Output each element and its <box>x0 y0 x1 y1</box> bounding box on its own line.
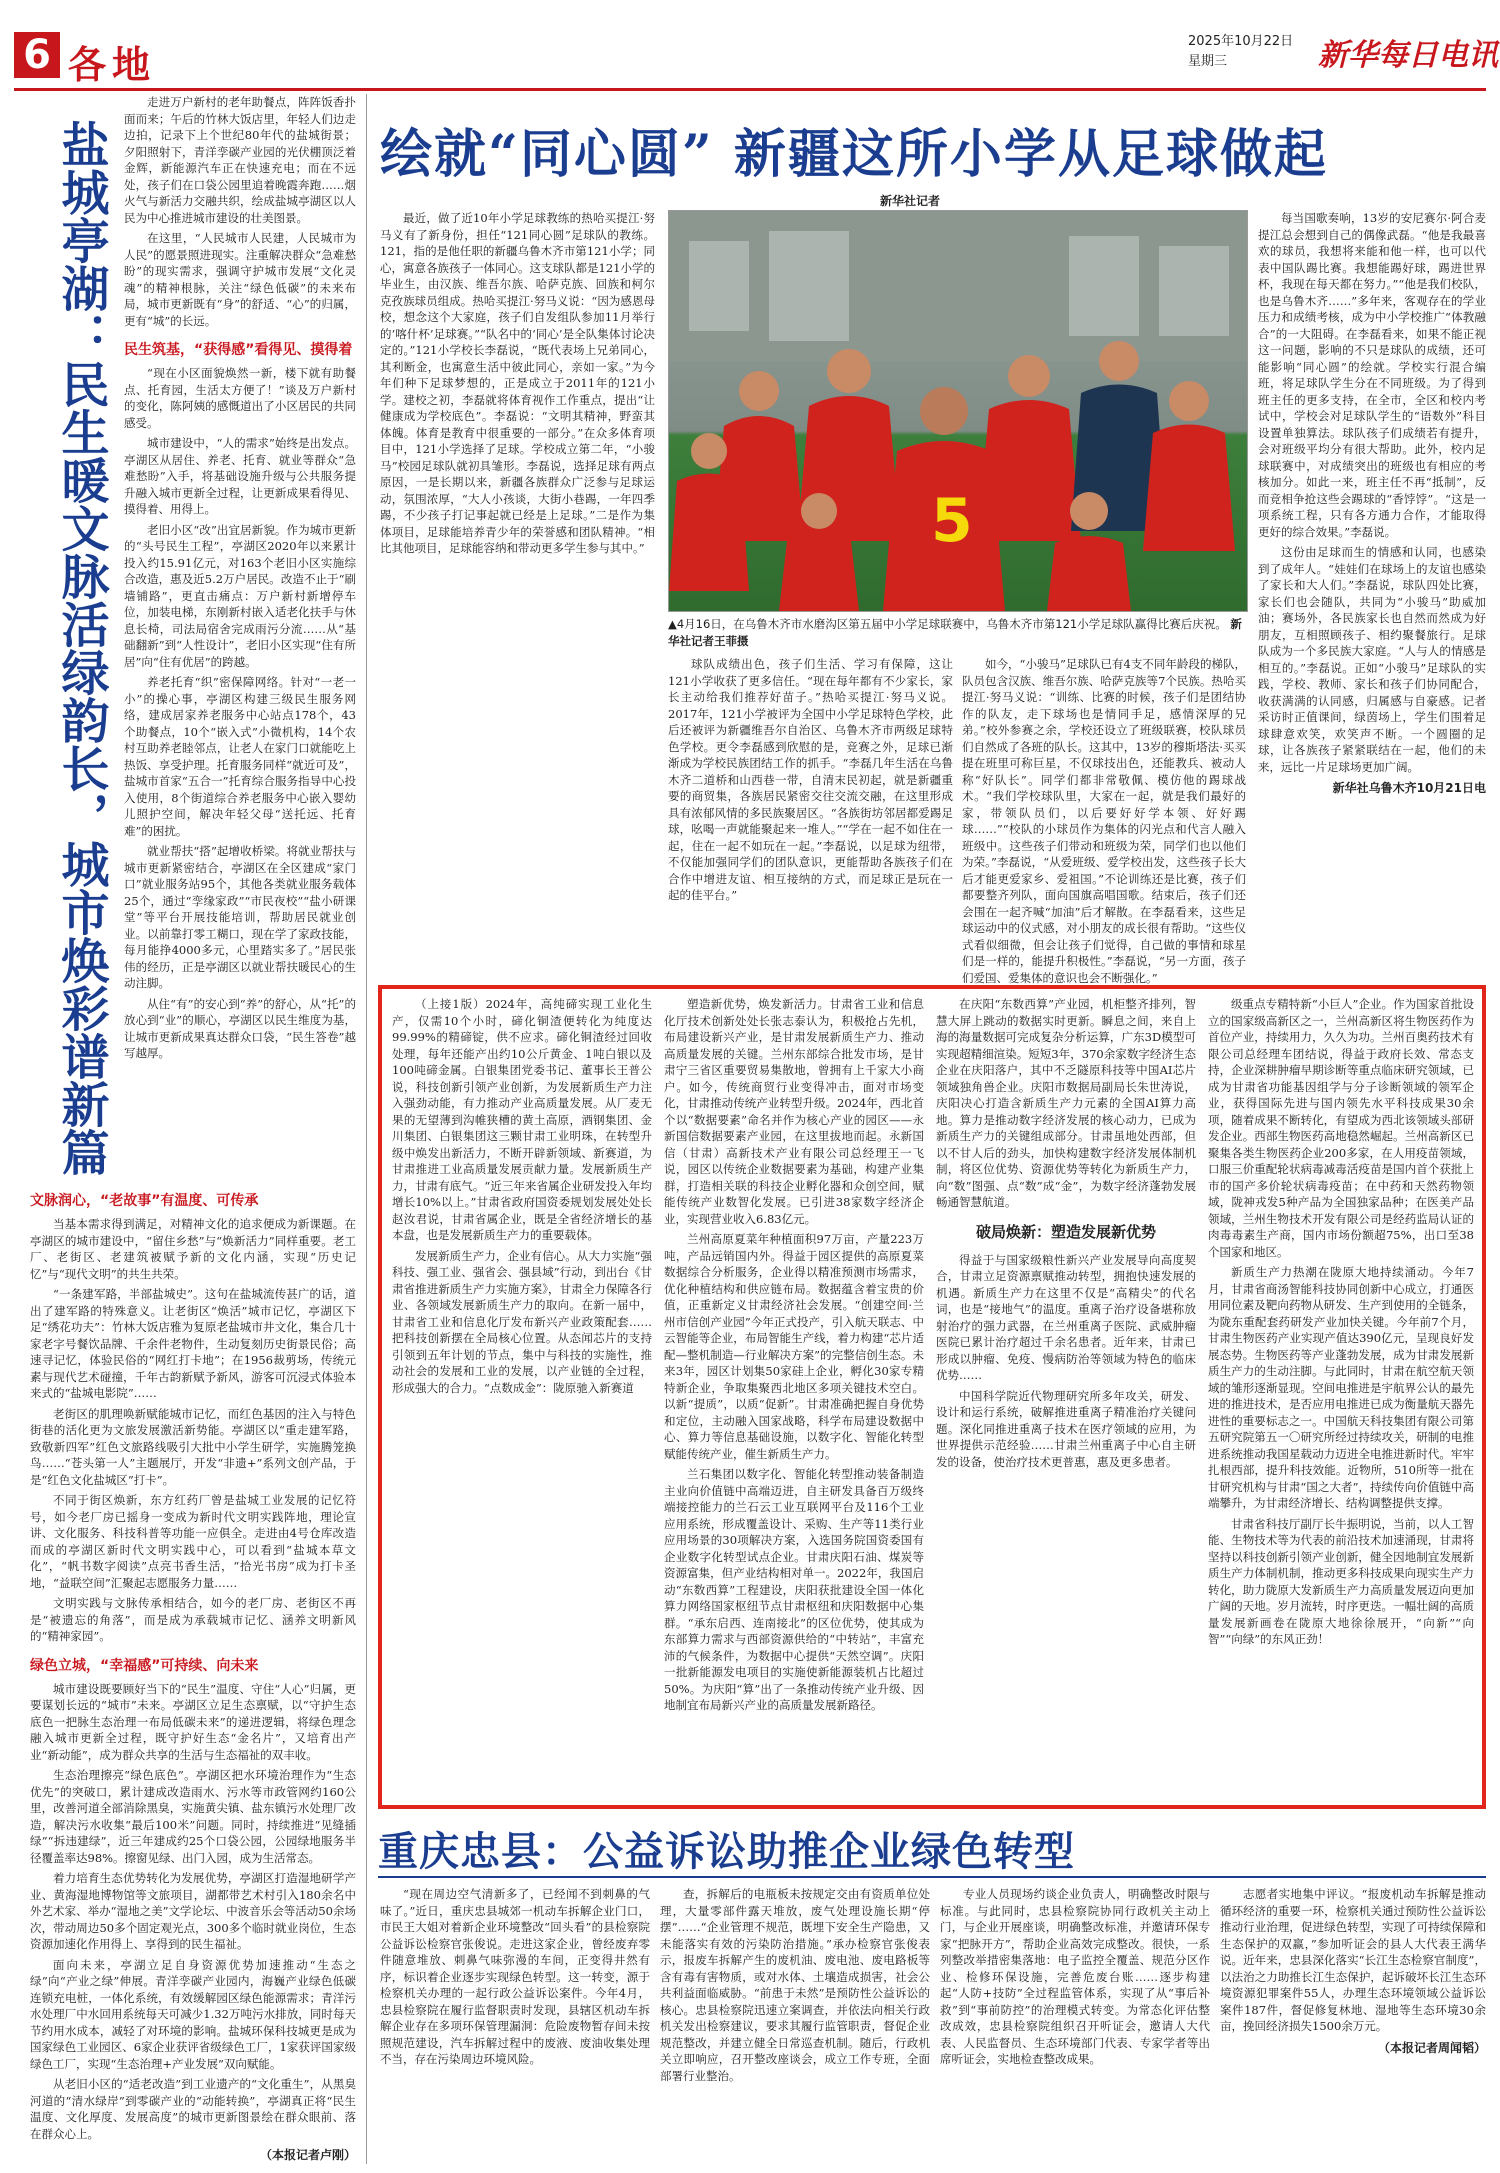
photo-credit: 新华社记者王菲摄 <box>668 617 1242 648</box>
paragraph: 志愿者实地集中评议。“报废机动车拆解是推动循环经济的重要一环，检察机关通过预防性公益诉讼推动行业治理，促进绿色转型，实现了可持续保障和生态保护的双赢，”参加听证会的县人大代表王满华说。近年来，忠县深化落实“长江生态检察官制度”，以法治之力助推长江生态保护，起诉破坏长江生态环境资源犯罪案件55人，办理生态环境领域公益诉讼案件187件，督促修复林地、湿地等生态环境30余亩，挽回经济损失1500余万元。 <box>1220 1887 1486 2033</box>
header-rule <box>14 88 1486 91</box>
paragraph: 走进万户新村的老年助餐点，阵阵饭香扑面而来；午后的竹林大饭店里，年轻人们边走边拍，记录下上个世纪80年代的盐城街景；夕阳照射下，青洋孪碳产业园的光伏棚顶泛着金辉，新能源汽车正在快速充电；而在不远处，孩子们在口袋公园里追着晚霞奔跑……烟火气与新活力交融共织，绘成盐城亭湖区以人民为中心推进城市建设的壮美图景。 <box>124 95 356 225</box>
paragraph: 球队成绩出色，孩子们生活、学习有保障，这让121小学收获了更多信任。“现在每年都有不少家长，家长主动给我们推荐好苗子。”热哈买提江·努马义说。2017年，121小学被评为全国中小学足球特色学校，此后还被评为新疆维吾尔自治区、乌鲁木齐市两级足球特色学校。更令李磊感到欣慰的是，竞赛之外，足球已渐渐成为学校民族团结工作的抓手。“李磊几年生活在乌鲁木齐二道桥和山西巷一带，自清末民初起，就是新疆重要的商贸集，各族居民紧密交往交流交融，在这里形成具有浓郁风情的多民族聚居区。“各族街坊邻居都爱踢足球，吆喝一声就能聚起来一堆人。”“学在一起不如住在一起，住在一起不如玩在一起。”李磊说，以足球为纽带，不仅能加强同学们的团队意识，更能帮助各族孩子们在合作中增进友谊、相互接纳的方式，而足球正是玩在一起的佳平台。” <box>668 657 953 902</box>
paragraph: 从老旧小区的“适老改造”到工业遗产的“文化重生”，从黑臭河道的“清水绿岸”到零碳产业的“动能转换”，亭湖真正将“民生温度、文化厚度、发展高度”的城市更新图景绘在群众眼前、落在群众心上。 <box>30 2077 356 2141</box>
paragraph: 生态治理擦亮“绿色底色”。亭湖区把水环境治理作为“生态优先”的突破口，累计建成改造雨水、污水等市政管网约160公里，改善河道全部消除黑臭，实施黄尖镇、盐东镇污水处理厂改造，解决污水收集“最后100米”问题。同时，持续推进“见缝插绿”“拆违建绿”，近三年建成约25个口袋公园，公园绿地服务半径覆盖率达98%。擦窗见绿、出门入园，成为生活常态。 <box>30 1768 356 1865</box>
bottom-col-3 <box>940 1886 1210 2166</box>
page-number: 6 <box>14 32 60 78</box>
paragraph: 这份由足球而生的情感和认同，也感染到了成年人。“娃娃们在球场上的友谊也感染了家长和大人们。”李磊说，球队四处比赛，家长们也会随队，共同为“小骏马”助威加油；赛场外，各民族家长也自然而然成为好朋友，互相照顾孩子、相约聚餐旅行。足球队成为一个多民族大家庭。“人与人的情感是相互的。”李磊说。正如“小骏马”足球队的实践，学校、教师、家长和孩子们协同配合，收获满满的认同感，归属感与自豪感。记者采访时正值课间，绿茵场上，学生们围着足球肆意欢笑，欢笑声不断。一个圆圈的足球，让各族孩子紧紧联结在一起，他们的未来，远比一片足球场更加广阔。 <box>1258 545 1486 774</box>
bottom-col-1 <box>380 1886 650 2166</box>
article-credit: 新华社乌鲁木齐10月21日电 <box>1332 781 1486 795</box>
main-col-3 <box>962 656 1246 985</box>
paragraph: 新质生产力热潮在陇原大地持续涌动。今年7月，甘肃省商汤智能科技协同创新中心成立，打通医用同位素及靶向药物从研发、生产到使用的全链条，为陇东重配套药研发产业加快关键。今年前7个月，甘肃生物医药产业实现产值达390亿元，呈现良好发展态势。生物医药等产业蓬勃发展，成为甘肃发展新质生产力的生动注脚。与此同时，甘肃在航空航天领域的雏形逐渐显现。空间电推进是宇航界公认的最先进的推进技术，是否应用电推进已成为衡量航天器先进性的重要标志之一。中国航天科技集团有限公司第五研究院第五一〇研究所经过持续攻关，研制的电推进系统推动我国星载动力迈进全电推进新时代。牢牢扎根西部，提升科技效能。近物所，510所等一批在甘研究机构与甘肃“国之大者”，持续传向价值链中高端攀升，为甘肃经济增长、结构调整提供支撑。 <box>1208 1265 1474 1510</box>
paragraph: 城市建设既要顾好当下的“民生”温度、守住“人心”归属，更要谋划长远的“城市”未来。亭湖区立足生态禀赋，以“守护生态底色一把脉生态治理一布局低碳未来”的递进逻辑，将绿色理念融入城市更新全过程，既守护好生态“金名片”，又培育出产业“新动能”，成为群众共享的生活与生态福祉的双丰收。 <box>30 1681 356 1762</box>
jersey-number: 5 <box>931 486 973 556</box>
subheading: 民生筑基，“获得感”看得见、摸得着 <box>124 342 353 358</box>
subheading: 破局焕新：塑造发展新优势 <box>975 1222 1156 1241</box>
box-col-2 <box>664 996 924 1796</box>
section-name: 各地 <box>68 43 157 87</box>
newspaper-logo: 新华每日电讯 <box>1318 38 1498 73</box>
paragraph: 老街区的肌理唤新赋能城市记忆，而红色基因的注入与特色街巷的活化更为文旅发展激活新势能。亭湖区以“重走建军路，致敬新四军”红色文旅路线吸引大批中小学生研学，实施腾笼换鸟……“苍头第一人”主题展厅，开发“非遗+”系列文创产品，于是“红色文化盐城区”打卡”。 <box>30 1406 356 1487</box>
bottom-col-4 <box>1220 1886 1486 2166</box>
box-col-1 <box>392 996 652 1796</box>
paragraph: 养老托育“织”密保障网络。针对“一老一小”的操心事，亭湖区构建三级民生服务网络，建成居家养老服务中心站点178个，43个助餐点，10个“嵌入式”小微机构，14个农村互助养老睦邻点，让老人在家门口就能吃上热饭、享受护理。托育服务同样“就近可及”，盐城市首家“五合一”托育综合服务指导中心投入使用，8个街道综合养老服务中心嵌入婴幼儿照护空间，解决年轻父母“送托远、托育难”的困扰。 <box>124 675 356 838</box>
paragraph: 发展新质生产力，企业有信心。从大力实施“强科技、强工业、强省会、强县域”行动，到出台《甘肃省推进新质生产力实施方案》，甘肃全力保障各行业、各领域发展新质生产力的取向。在新一届中，甘肃省工业和信息化厅发布新兴产业政策配套……把科技创新摆在全局核心位置。从态闻芯片的支持引领到五年计划的节点，集中与科技的实施性，推动社会的发展和工业的发展，以产业链的全过程，形成强大的合力。“点数成金”：陇原驰入新赛道 <box>392 1248 652 1395</box>
left-article-title: 盐城亭湖：民生暖文脉活绿韵长，城市焕彩谱新篇 <box>53 120 109 1176</box>
paragraph: 塑造新优势，焕发新活力。甘肃省工业和信息化厅技术创新处处长张志泰认为，积极抢占先机，布局建设新兴产业，是甘肃发展新质生产力、推动高质量发展的关键。兰州东部综合批发市场，是甘肃宁三省区重要贸易集散地，曾拥有上千家大小商户。如今，传统商贸行业变得冲击，面对市场变化，甘肃推动传统产业转型升级。2024年，西北首个以“数据要素”命名并作为核心产业的园区——永新国信数据要素产业园，在这里拔地而起。永新国信（甘肃）高新技术产业有限公司总经理王一飞说，园区以传统企业数据要素为基础，构建产业集群，打造相关联的科技企业孵化器和众创空间，赋能传统产业数智化发展。已引进38家数字经济企业，实现营业收入6.83亿元。 <box>664 997 924 1226</box>
paragraph: “现在小区面貌焕然一新，楼下就有助餐点、托育园，生活太方便了！”谈及万户新村的变化，陈阿姨的感慨道出了小区居民的共同感受。 <box>124 366 356 430</box>
left-article-lower <box>30 1180 356 2165</box>
paragraph: 每当国歌奏响，13岁的安尼赛尔·阿合麦提江总会想到自己的偶像武磊。“他是我最喜欢的球员，我想将来能和他一样，也可以代表中国队踢比赛。我想能踢好球，踢进世界杯，我现在每天都在努力。”“他是我们校队，也是乌鲁木齐……”多年来，客观存在的学业压力和成绩考核，成为中小学校推广“体教融合”的一大阻碍。在李磊看来，如果不能正视这一问题，影响的不只是球队的成绩，还可能影响“同心圆”的绘就。学校实行混合编班，将足球队学生分在不同班级。为了得到班主任的更多支持，在全市，全区和校内考试中，学校会对足球队学生的“语数外”科目设置单独算法。球队孩子们成绩若有提升，会对班级平均分有很大帮助。此外，校内足球联赛中，对成绩突出的班级也有相应的考核加分。如此一来，班主任不再“抵制”，反而竞相争抢这些会踢球的“香饽饽”。“这是一项系统工程，只有各方通力合作，才能取得更好的综合效果。”李磊说。 <box>1258 211 1486 539</box>
paragraph: 甘肃省科技厅副厅长牛振明说，当前，以人工智能、生物技术等为代表的前沿技术加速涌现，甘肃将坚持以科技创新引领产业创新，健全因地制宜发展新质生产力体制机制，推动更多科技成果向现实生产力转化，助力陇原大发新质生产力高质量发展迈向更加广阔的天地。岁月流转，时序更迭。一幅壮阔的高质量发展新画卷在陇原大地徐徐展开，“向新”“向智”“向绿”的东风正劲！ <box>1208 1516 1474 1646</box>
paragraph: 专业人员现场约谈企业负责人，明确整改时限与标准。与此同时，忠县检察院协同行政机关主动上门，与企业开展座谈，明确整改标准，并邀请环保专家“把脉开方”，帮助企业高效完成整改。很快，一系列整改举措密集落地：电子监控全覆盖、规范分区作业、检修环保设施，完善危废台账……逐步构建起“人防+技防”全过程监管体系，实现了从“事后补救”到“事前防控”的治理模式转变。为常态化评估整改成效，忠县检察院组织召开听证会，邀请人大代表、人民监督员、生态环境部门代表、专家学者等出席听证会，实地检查整改成果。 <box>940 1887 1210 2066</box>
paragraph: 就业帮扶“搭”起增收桥梁。将就业帮扶与城市更新紧密结合，亭湖区在全区建成“家门口”就业服务站95个，其他各类就业服务载体25个，通过“孪缘家政”“市民夜校”“盐小研课堂”等平台开展技能培训，帮助居民就业创业。以前靠打零工糊口，现在学了家政技能，每月能挣4000多元，心里踏实多了。”居民张伟的经历，正是亭湖区以就业帮扶暖民心的生动注脚。 <box>124 844 356 990</box>
paragraph: 在庆阳“东数西算”产业园，机柜整齐排列，智慧大屏上跳动的数据实时更新。瞬息之间，来自上海的海量数据可完成复杂分析运算，广东3D模型可实现超精细渲染。短短3年，370余家数字经济生态企业在庆阳落户，其中不乏隧原科技等中国AI芯片领域独角兽企业。庆阳市数据局副局长朱世涛说，庆阳决心打造含新质生产力元素的全国AI算力高地。算力是推动数字经济发展的核心动力，已成为新质生产力的关键组成部分。甘肃虽地处西部，但以不甘人后的劲头，加快构建数字经济发展体制机制，将区位优势、资源优势等转化为新质生产力，向“数”图强、点“数”成“金”，为数字经济蓬勃发展畅通智慧航道。 <box>936 997 1196 1209</box>
title-rule <box>378 1876 1486 1878</box>
column-divider <box>366 94 367 2164</box>
main-col-1 <box>380 210 655 980</box>
paragraph: 查，拆解后的电瓶板未按规定交由有资质单位处理，大量零部件露天堆放，废气处理设施长期“停摆”……“企业管理不规范，既埋下安全生产隐患，又未能落实有效的污染防治措施。”承办检察官张俊表示，报废车拆解产生的废机油、废电池、废电路板等含有毒有害物质，或对水体、土壤造成损害，社会公共利益面临威胁。“前患于未然”是预防性公益诉讼的核心。忠县检察院迅速立案调查，并依法向相关行政机关发出检察建议，要求其履行监管职责，督促企业规范整改，并建立健全日常巡查机制。随后，行政机关立即响应，召开整改座谈会，成立工作专班，全面部署行业整治。 <box>660 1887 930 2083</box>
subheading: 文脉润心，“老故事”有温度、可传承 <box>30 1193 259 1209</box>
article-credit: （本报记者周闻韬） <box>1377 2040 1486 2055</box>
paragraph: 兰州高原夏菜年种植面积97万亩，产量223万吨，产品远销国内外。得益于园区提供的高原夏菜数据综合分析服务，企业得以精准预测市场需求，优化种植结构和供应链布局。数据蕴含着宝贵的价值，正重新定义甘肃经济社会发展。“创建空间·兰州市信创产业园”今年正式投产，引入航天联志、中云智能等企业，布局智能生产线，着力构建“芯片适配—整机制造—行业解决方案”的完整信创生态。未来3年，园区计划集50家硅上企业，孵化30家专精特新企业，争取集聚西北地区多项关键技术空白。以新“提质”，以质“促新”。甘肃准确把握自身优势和定位，主动融入国家战略，科学布局建设数据中心、算力等信息基础设施，以数字化、智能化转型赋能传统产业，催生新质生产力。 <box>664 1232 924 1461</box>
paragraph: 最近，做了近10年小学足球教练的热哈买提江·努马义有了新身份，担任“121同心圆”足球队的教练。121，指的是他任职的新疆乌鲁木齐市第121小学；同心，寓意各族孩子一体同心。这支球队都是121小学的毕业生，由汉族、维吾尔族、哈萨克族、回族和柯尔克孜族球员组成。热哈买提江·努马义说：“因为感恩母校，想念这个大家庭，孩子们自发组队参加11月举行的‘喀什杯’足球赛。”“队名中的‘同心’是全队集体讨论决定的。”121小学校长李磊说，“既代表场上兄弟同心，其利断金，也寓意生活中彼此同心，亲如一家。”为今年们种下足球梦想的，正是成立于2011年的121小学。建校之初，李磊就将体育视作工作重点，提出“让健康成为学校底色”。李磊说：“文明其精神，野蛮其体魄。体育是教育中很重要的一部分。”在众多体育项目中，121小学选择了足球。学校成立第二年，“小骏马”校园足球队就初具雏形。李磊说，选择足球有两点原因，一是长期以来，新疆各族群众广泛参与足球运动，氛围浓厚，“大人小孩谈，大街小巷踢，一年四季踢，不少孩子打记事起就已经是上足球。”二是作为集体项目，足球能培养青少年的荣誉感和团队精神。“相比其他项目，足球能容纳和带动更多学生参与其中。” <box>380 211 655 555</box>
main-article-title: 绘就“同心圆” 新疆这所小学从足球做起 <box>380 124 1328 185</box>
issue-date: 2025年10月22日 <box>1188 34 1294 49</box>
issue-weekday: 星期三 <box>1188 54 1228 69</box>
main-col-4 <box>1258 210 1486 980</box>
box-col-4 <box>1208 996 1474 1796</box>
paragraph: 兰石集团以数字化、智能化转型推动装备制造主业向价值链中高端迈进，自主研发具备百万级终端接控能力的兰石云工业互联网平台及116个工业应用系统，形成覆盖设计、采购、生产等11类行业应用场景的30项解决方案，入选国务院国资委国有企业数字化转型试点企业。甘肃庆阳石油、煤炭等资源富集，但产业结构相对单一。2022年，我国启动“东数西算”工程建设，庆阳获批建设全国一体化算力网络国家枢纽节点甘肃枢纽和庆阳数据中心集群。“承东启西、连南接北”的区位优势，使其成为东部算力需求与西部资源供给的“中转站”，丰富充沛的气候条件，为数据中心提供“天然空调”。庆阳一批新能源发电项目的实施使新能源装机占比超过50%。为庆阳“算”出了一条推动传统产业升级、因地制宜布局新兴产业的高质量发展新路径。 <box>664 1467 924 1712</box>
bottom-col-2 <box>660 1886 930 2166</box>
paragraph: 老旧小区“改”出宜居新貌。作为城市更新的“头号民生工程”，亭湖区2020年以来累计投入约15.91亿元，对163个老旧小区实施综合改造，惠及近5.2万户居民。改造不止于“刷墙铺路”，更直击痛点：万户新村新增停车位，加装电梯，东刚新村嵌入适老化扶手与休息长椅，司法局宿舍完成雨污分流……从“基础翻新”到“人性设计”，老旧小区实现“住有所居”向“住有优居”的跨越。 <box>124 522 356 669</box>
paragraph: 面向未来，亭湖立足自身资源优势加速推动“生态之绿”向“产业之绿”伸展。青洋孪碳产业园内，海巍产业绿色低碳连锁充电桩，一体化系统，有效缓解园区绿色能源需求；青洋污水处理厂中水回用系统每天可减少1.32万吨污水排放，同时每天节约用水成本，减轻了对环境的影响。盐城环保科技城更是成为国家绿色工业园区、6家企业获评省级绿色工厂，1家获评国家级绿色工厂，实现“生态治理+产业发展”双向赋能。 <box>30 1957 356 2071</box>
paragraph: 中国科学院近代物理研究所多年攻关，研发、设计和运行系统，破解推进重离子精准治疗关键问题。深化同推进重离子技术在医疗领域的应用，为世界提供示范经验……甘肃兰州重离子中心自主研发的设备，使治疗技术更普惠，惠及更多患者。 <box>936 1388 1196 1469</box>
photo-illustration <box>669 211 1247 611</box>
paragraph: （上接1版）2024年，高纯碲实现工业化生产，仅需10个小时，碲化铜渣便转化为纯度达99.99%的精碲锭，供不应求。碲化铜渣经过回收处理，每年还能产出约10公斤黄金、1吨白银以及100吨碲金属。白银集团党委书记、董事长王普公说，科技创新引领产业创新，为发展新质生产力注入强劲动能，有力推动产业高质量发展。从厂麦无果的无望薄到沟帷狭槽的黄土高原，酒钢集团、金川集团、白银集团这三颗甘肃工业明珠，在转型升级中焕发出新活力，不断开辟新领域、新赛道，为甘肃推进工业高质量发展贡献力量。发展新质生产力，甘肃有底气。“近三年来省属企业研发投入年均增长10%以上。”甘肃省政府国资委规划发展处处长赵汝君说，甘肃省属企业，既是全省经济增长的基本盘，也是发展新质生产力的重要载体。 <box>392 997 652 1242</box>
paragraph: 在这里，“人民城市人民建，人民城市为人民”的愿景照进现实。注重解决群众“急难愁盼”的现实需求，强调守护城市发展“文化灵魂”的精神根脉，关注“绿色低碳”的未来布局，城市更新既有“身”的舒适、“心”的归属，更有“城”的长远。 <box>124 231 356 328</box>
football-team-photo <box>668 210 1248 612</box>
paragraph: 从住“有”的安心到“养”的舒心，从“托”的放心到“业”的顺心，亭湖区以民生维度为基，让城市更新成果真达群众口袋，“民生答卷”越写越厚。 <box>124 996 356 1060</box>
paragraph: 城市建设中，“人的需求”始终是出发点。亭湖区从居住、养老、托育、就业等群众“急难愁盼”入手，将基础设施升级与公共服务提升融入城市更新全过程，让更新成果看得见、摸得着、用得上。 <box>124 436 356 516</box>
paragraph: 级重点专精特新“小巨人”企业。作为国家首批设立的国家级高新区之一，兰州高新区将生物医药作为首位产业，持续用力，久久为功。兰州百奥药技术有限公司总经理车团结说，得益于政府长效、常态支持，企业深耕肿瘤早期诊断等重点临床研究领域，已成为甘肃省功能基因组学与分子诊断领域的领军企业，获得国际先进与国内领先水平科技成果30余项，随着成果不断转化，有望成为西北该领域头部研发企业。西部生物医药高地稳然崛起。兰州高新区已聚集各类生物医药企业200多家，在人用疫苗领域，口服三价重配轮状病毒减毒活疫苗是国内首个获批上市的国产多价轮状病毒疫苗；在中药和天然药物领域，陇神戎发5种产品为全国独家品种；在医美产品领域，兰州生物技术开发有限公司是经药监局认证的肉毒毒素生产商，国内市场份额超75%，出口至38个国家和地区。 <box>1208 997 1474 1259</box>
paragraph: 得益于与国家级粮性新兴产业发展导向高度契合，甘肃立足资源禀赋推动转型，拥抱快速发展的机遇。新质生产力在这里不仅是“高精尖”的代名词，也是“接地气”的温度。重离子治疗设备堪称放射治疗的强力武器，在兰州重离子医院、武威肿瘤医院已累计治疗超过千余名患者。近年来，甘肃已形成以肿瘤、免疫、慢病防治等领域为特色的临床优势…… <box>936 1252 1196 1382</box>
subheading: 绿色立城，“幸福感”可持续、向未来 <box>30 1657 259 1674</box>
byline: 新华社记者 <box>880 194 941 208</box>
paragraph: 文明实践与文脉传承相结合，如今的老厂房、老街区不再是“被遗忘的角落”，而是成为承载城市记忆、涵养文明新风的“精神家园”。 <box>30 1596 356 1643</box>
main-col-2 <box>668 656 953 976</box>
bottom-article-title: 重庆忠县：公益诉讼助推企业绿色转型 <box>378 1828 1075 1875</box>
paragraph: 不同于街区焕新，东方红药厂曾是盐城工业发展的记忆符号，如今老厂房已摇身一变成为新时代文明实践阵地，理论宣讲、文化服务、科技科普等功能一应俱全。走进由4号仓库改造而成的亭湖区新时代文明实践中心，可以看到“盐城本草文化”，“帆书数字阅读”点亮书香生活，“拾光书房”成为打卡圣地，“益联空间”汇聚起志愿服务力量…… <box>30 1493 356 1590</box>
paragraph: 着力培育生态优势转化为发展优势，亭湖区打造湿地研学产业、黄海湿地博物馆等文旅项目，湖都带艺术村引入180余名中外艺术家、举办“湿地之美”文学论坛、中波音乐会等活动50余场次，带动周边50多个固定观光点，300多个临时就业岗位，生态资源加速化作用得上、享得到的民生福祉。 <box>30 1871 356 1951</box>
caption-text: ▲4月16日，在乌鲁木齐市水磨沟区第五届中小学足球联赛中，乌鲁木齐市第121小学足球队赢得比赛后庆祝。 <box>668 617 1227 631</box>
article-credit: （本报记者卢刚） <box>259 2148 356 2162</box>
box-col-3 <box>936 996 1196 1796</box>
paragraph: “一条建军路，半部盐城史”。这句在盐城流传甚广的话，道出了建军路的特殊意义。让老街区“焕活”城市记忆，亭湖区下足“绣花功夫”：竹林大饭店雅为复原老盐城市井文化，集合几十家老字号餐饮品牌、千余件老物件，生动复刻历史街景民俗；高速寻记忆，体验民俗的“网红打卡地”；在1956裁剪场，传统元素与现代艺术碰撞，千年古韵新赋予新风，游客可沉浸式体验本来式的“盐城电影院”…… <box>30 1287 356 1400</box>
photo-caption <box>668 616 1246 650</box>
paragraph: 如今，“小骏马”足球队已有4支不同年龄段的梯队，队员包含汉族、维吾尔族、哈萨克族等7个民族。热哈买提江·努马义说：“训练、比赛的时候，孩子们是团结协作的队友，走下球场也是情同手足，感情深厚的兄弟。”校外参赛之余，学校还设立了班级联赛，校队球员们自然成了各班的队长。这其中，13岁的穆斯塔法·买买提在班里可称巨星，不仅球技出色，还能教兵、被动人称“好队长”。同学们都非常敬佩、模仿他的踢球战术。“我们学校球队里，大家在一起，就是我们最好的家，带领队员们，以后要好好学本领、好好踢球……”“校队的小球员作为集体的闪光点和代言人融入班级中。这些孩子们带动和班级为荣，同学们也以他们为荣。”李磊说，“从爱班级、爱学校出发，这些孩子长大后才能更爱家乡、爱祖国。”不论训练还是比赛，孩子们都要整齐列队，面向国旗高唱国歌。结束后，孩子们还会围在一起齐喊“加油”后才解散。在李磊看来，这些足球运动中的仪式感，对小朋友的成长很有帮助。“这些仪式看似细微，但会让孩子们觉得，自己做的事情和球星们是一样的，能提升积极性。”李磊说，“另一方面，孩子们爱国、爱集体的意识也会不断强化。” <box>962 657 1246 985</box>
left-article-upper <box>124 94 356 1174</box>
paragraph: “现在周边空气清新多了，已经闻不到刺鼻的气味了。”近日，重庆忠县城郊一机动车拆解企业门口，市民王大姐对着新企业环境整改“回头看”的县检察院公益诉讼检察官张俊说。走进这家企业，曾经废弃零件随意堆放、刺鼻气味弥漫的车间，正变得井然有序，标识着企业逐步实现绿色转型。这一转变，源于检察机关办理的一起行政公益诉讼案件。今年4月，忠县检察院在履行监督职责时发现，县辖区机动车拆解企业存在多项环保管理漏洞：危险废物暂存间未按照规范建设，汽车拆解过程中的废液、废油收集处理不当，存在污染周边环境风险。 <box>380 1887 650 2066</box>
paragraph: 当基本需求得到满足，对精神文化的追求便成为新课题。在亭湖区的城市建设中，“留住乡愁”与“焕新活力”同样重要。老工厂、老街区、老建筑被赋予新的文化内涵，实现“历史记忆”与“现代文明”的共生共荣。 <box>30 1217 356 1281</box>
